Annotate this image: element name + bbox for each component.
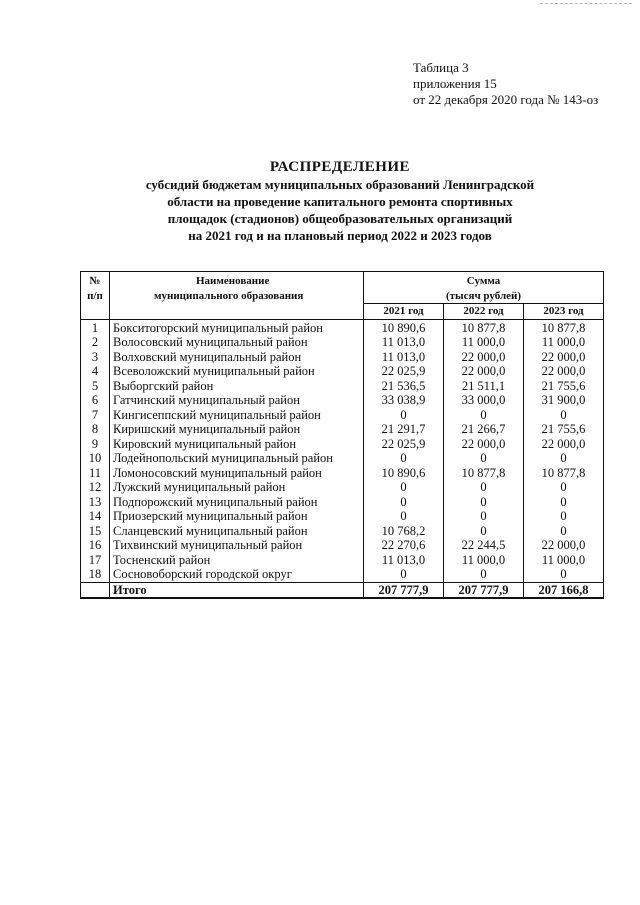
row-value-2021: 0 [364,480,444,495]
row-value-2023: 0 [524,480,604,495]
row-value-2022: 0 [444,480,524,495]
row-number: 12 [81,480,110,495]
top-edge-mark [540,3,632,4]
row-value-2022: 22 000,0 [444,364,524,379]
row-value-2023: 22 000,0 [524,437,604,452]
table-row [81,524,604,539]
row-value-2022: 22 244,5 [444,538,524,553]
row-value-2023: 31 900,0 [524,393,604,408]
row-value-2023: 0 [524,408,604,423]
row-value-2021: 0 [364,509,444,524]
row-name: Сланцевский муниципальный район [110,524,364,539]
row-value-2022: 10 877,8 [444,319,524,335]
table-row [81,495,604,510]
table-row [81,553,604,568]
row-value-2023: 22 000,0 [524,364,604,379]
row-number: 1 [81,319,110,335]
row-number: 4 [81,364,110,379]
row-value-2022: 11 000,0 [444,553,524,568]
table-row [81,538,604,553]
row-name: Кировский муниципальный район [110,437,364,452]
row-value-2022: 21 266,7 [444,422,524,437]
row-value-2021: 22 270,6 [364,538,444,553]
row-name: Всеволожский муниципальный район [110,364,364,379]
title-main: РАСПРЕДЕЛЕНИЕ [269,159,411,175]
table-row [81,451,604,466]
row-value-2021: 10 890,6 [364,466,444,481]
row-value-2021: 11 013,0 [364,350,444,365]
row-number: 9 [81,437,110,452]
row-value-2021: 0 [364,408,444,423]
table-row [81,437,604,452]
total-number [81,582,110,598]
row-value-2021: 21 536,5 [364,379,444,394]
title-line-2: области на проведение капитального ремонта спортивных [167,194,513,209]
table-row [81,466,604,481]
row-value-2021: 11 013,0 [364,553,444,568]
total-value-2022: 207 777,9 [444,582,524,598]
annex-reference [413,60,598,108]
row-value-2023: 10 877,8 [524,466,604,481]
header-year-2022: 2022 год [444,304,524,320]
annex-table-number: Таблица 3 [413,60,469,75]
row-name: Тихвинский муниципальный район [110,538,364,553]
row-number: 15 [81,524,110,539]
row-value-2021: 10 768,2 [364,524,444,539]
table-row [81,480,604,495]
header-year-2021: 2021 год [364,304,444,320]
row-number: 6 [81,393,110,408]
row-value-2023: 22 000,0 [524,538,604,553]
row-value-2021: 0 [364,567,444,582]
row-number: 7 [81,408,110,423]
row-name: Подпорожский муниципальный район [110,495,364,510]
row-value-2021: 22 025,9 [364,364,444,379]
title-line-4: на 2021 год и на плановый период 2022 и 2023 годов [188,228,492,243]
table-row [81,364,604,379]
row-value-2023: 0 [524,495,604,510]
row-number: 3 [81,350,110,365]
row-value-2022: 22 000,0 [444,437,524,452]
table-header-row [81,272,604,304]
header-number: № п/п [81,272,110,320]
row-value-2023: 21 755,6 [524,379,604,394]
row-value-2023: 21 755,6 [524,422,604,437]
row-number: 10 [81,451,110,466]
row-name: Тосненский район [110,553,364,568]
total-label: Итого [110,582,364,598]
total-value-2021: 207 777,9 [364,582,444,598]
row-value-2022: 0 [444,408,524,423]
table-row [81,319,604,335]
distribution-table [80,271,604,599]
row-value-2021: 10 890,6 [364,319,444,335]
row-value-2022: 21 511,1 [444,379,524,394]
title-line-1: субсидий бюджетам муниципальных образований Ленинградской [145,177,535,192]
row-name: Волховский муниципальный район [110,350,364,365]
row-name: Сосновоборский городской округ [110,567,364,582]
row-value-2022: 22 000,0 [444,350,524,365]
row-value-2021: 0 [364,451,444,466]
row-value-2023: 0 [524,451,604,466]
row-value-2021: 33 038,9 [364,393,444,408]
row-value-2023: 22 000,0 [524,350,604,365]
row-value-2023: 0 [524,524,604,539]
row-value-2022: 10 877,8 [444,466,524,481]
table-row [81,567,604,582]
row-value-2022: 33 000,0 [444,393,524,408]
row-name: Кингисеппский муниципальный район [110,408,364,423]
header-year-2023: 2023 год [524,304,604,320]
row-value-2022: 0 [444,567,524,582]
row-number: 14 [81,509,110,524]
total-row [81,582,604,598]
row-name: Приозерский муниципальный район [110,509,364,524]
row-value-2022: 0 [444,509,524,524]
row-value-2022: 0 [444,451,524,466]
total-value-2023: 207 166,8 [524,582,604,598]
row-value-2022: 11 000,0 [444,335,524,350]
table-row [81,350,604,365]
row-name: Ломоносовский муниципальный район [110,466,364,481]
row-value-2022: 0 [444,495,524,510]
row-name: Киришский муниципальный район [110,422,364,437]
row-number: 16 [81,538,110,553]
table-row [81,408,604,423]
row-name: Волосовский муниципальный район [110,335,364,350]
row-number: 18 [81,567,110,582]
row-number: 2 [81,335,110,350]
row-value-2023: 0 [524,509,604,524]
row-value-2021: 11 013,0 [364,335,444,350]
row-name: Лодейнопольский муниципальный район [110,451,364,466]
row-name: Гатчинский муниципальный район [110,393,364,408]
row-value-2023: 11 000,0 [524,335,604,350]
table-row [81,509,604,524]
row-number: 8 [81,422,110,437]
title-line-3: площадок (стадионов) общеобразовательных организаций [167,211,513,226]
row-number: 11 [81,466,110,481]
row-value-2023: 0 [524,567,604,582]
row-value-2021: 21 291,7 [364,422,444,437]
table-row [81,335,604,350]
row-value-2021: 0 [364,495,444,510]
header-sum: Сумма (тысяч рублей) [364,272,604,304]
annex-appendix: приложения 15 [413,76,497,91]
row-number: 5 [81,379,110,394]
row-value-2021: 22 025,9 [364,437,444,452]
row-value-2023: 11 000,0 [524,553,604,568]
row-value-2023: 10 877,8 [524,319,604,335]
header-name: Наименование муниципального образования [110,272,364,320]
annex-date: от 22 декабря 2020 года № 143-оз [413,92,599,107]
document-title [100,158,580,244]
row-name: Бокситогорский муниципальный район [110,319,364,335]
row-name: Выборгский район [110,379,364,394]
row-value-2022: 0 [444,524,524,539]
table-row [81,379,604,394]
table-row [81,422,604,437]
table-row [81,393,604,408]
row-number: 17 [81,553,110,568]
row-name: Лужский муниципальный район [110,480,364,495]
row-number: 13 [81,495,110,510]
